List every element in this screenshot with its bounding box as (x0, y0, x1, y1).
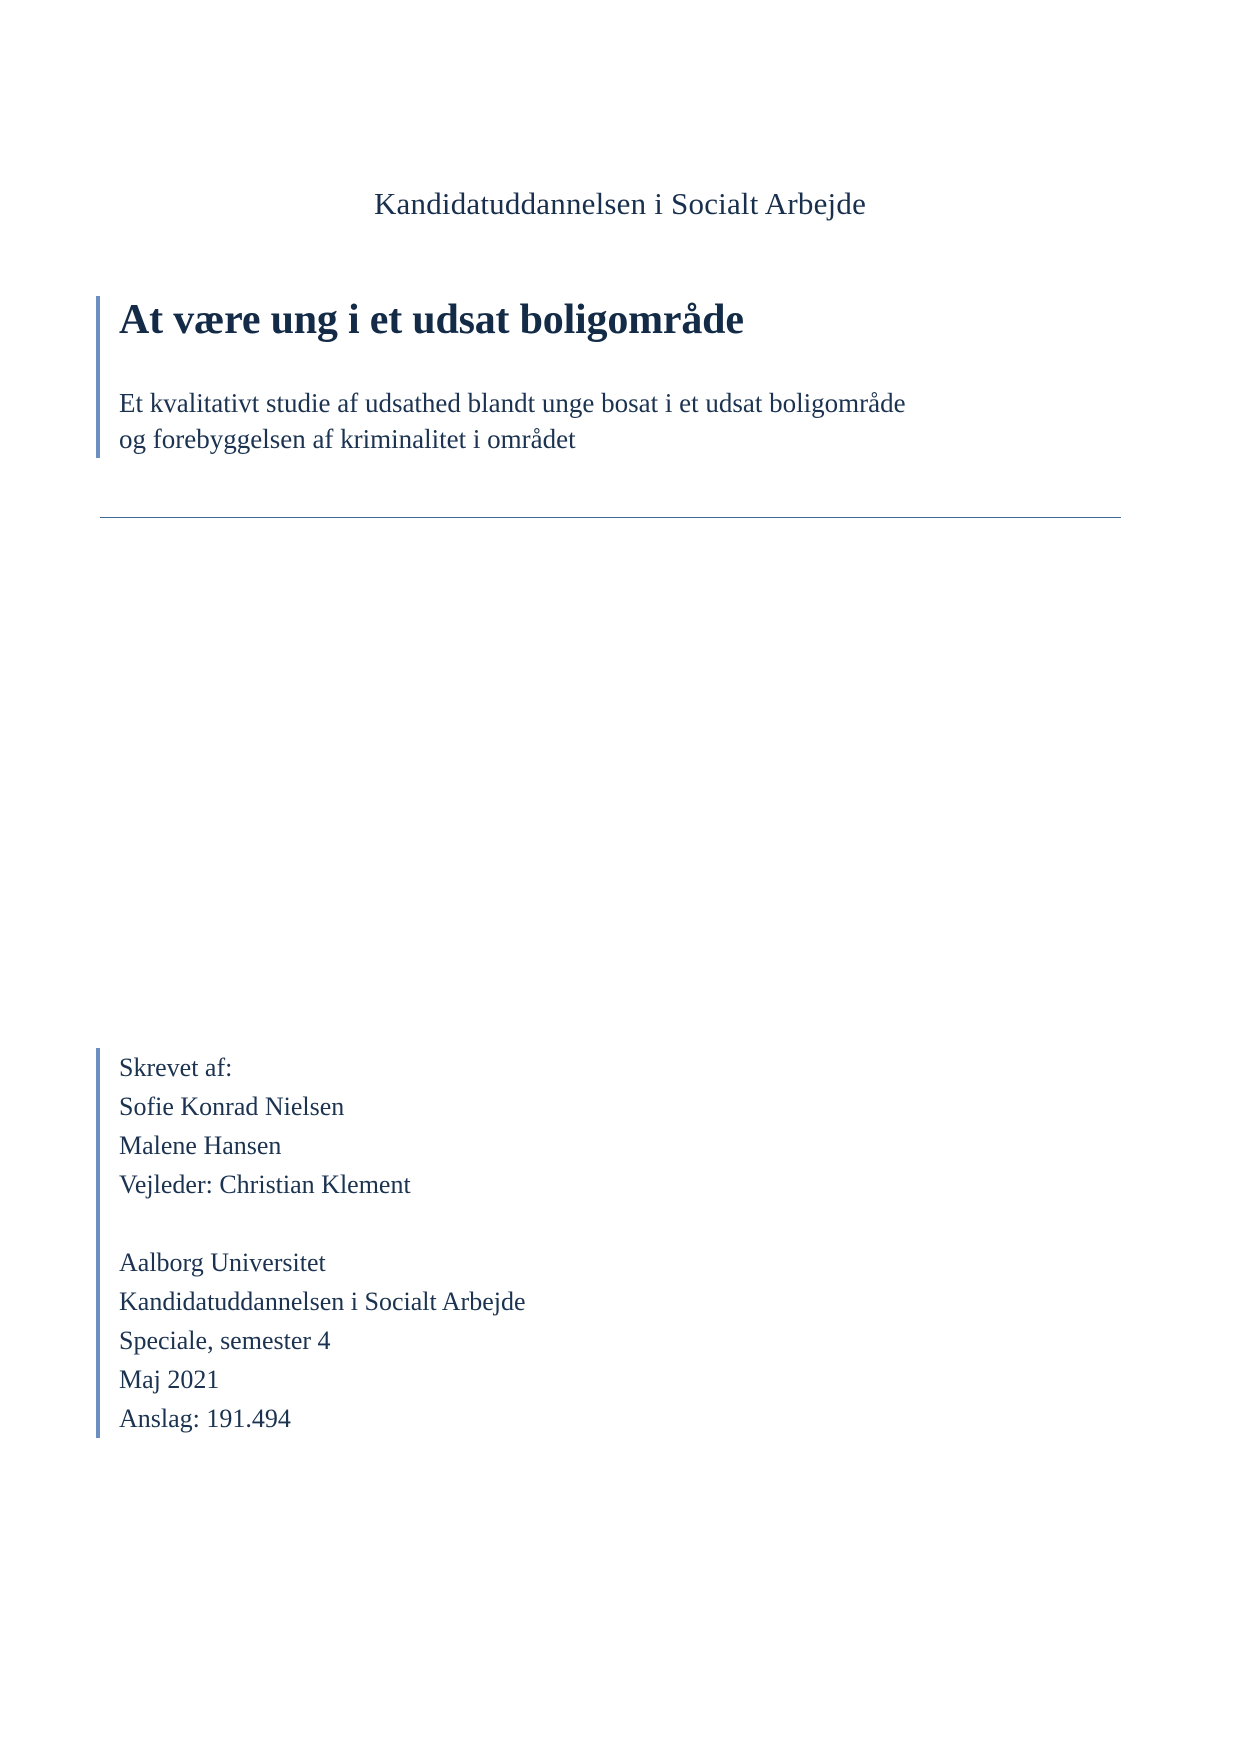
supervisor-name: Vejleder: Christian Klement (119, 1170, 411, 1199)
written-by-label: Skrevet af: (119, 1053, 233, 1082)
author-name-2: Malene Hansen (119, 1131, 282, 1160)
author-name-1: Sofie Konrad Nielsen (119, 1092, 345, 1121)
character-count: Anslag: 191.494 (119, 1404, 291, 1433)
document-subtitle (119, 386, 1109, 458)
page-title: At være ung i et udsat boligområde (119, 297, 744, 343)
thesis-type: Speciale, semester 4 (119, 1326, 331, 1355)
program-line: Kandidatuddannelsen i Socialt Arbejde (373, 186, 867, 221)
title-divider (100, 517, 1121, 518)
submission-date: Maj 2021 (119, 1365, 220, 1394)
title-block (96, 296, 1120, 458)
meta-spacer (119, 1204, 996, 1243)
document-subtitle-line-2: og forebyggelsen af kriminalitet i området (119, 424, 576, 455)
program-name: Kandidatuddannelsen i Socialt Arbejde (119, 1287, 526, 1316)
document-subtitle-line-1: Et kvalitativt studie af udsathed blandt unge bosat i et udsat boligområde (119, 388, 906, 419)
university-name: Aalborg Universitet (119, 1248, 326, 1277)
author-meta-block (96, 1048, 996, 1438)
